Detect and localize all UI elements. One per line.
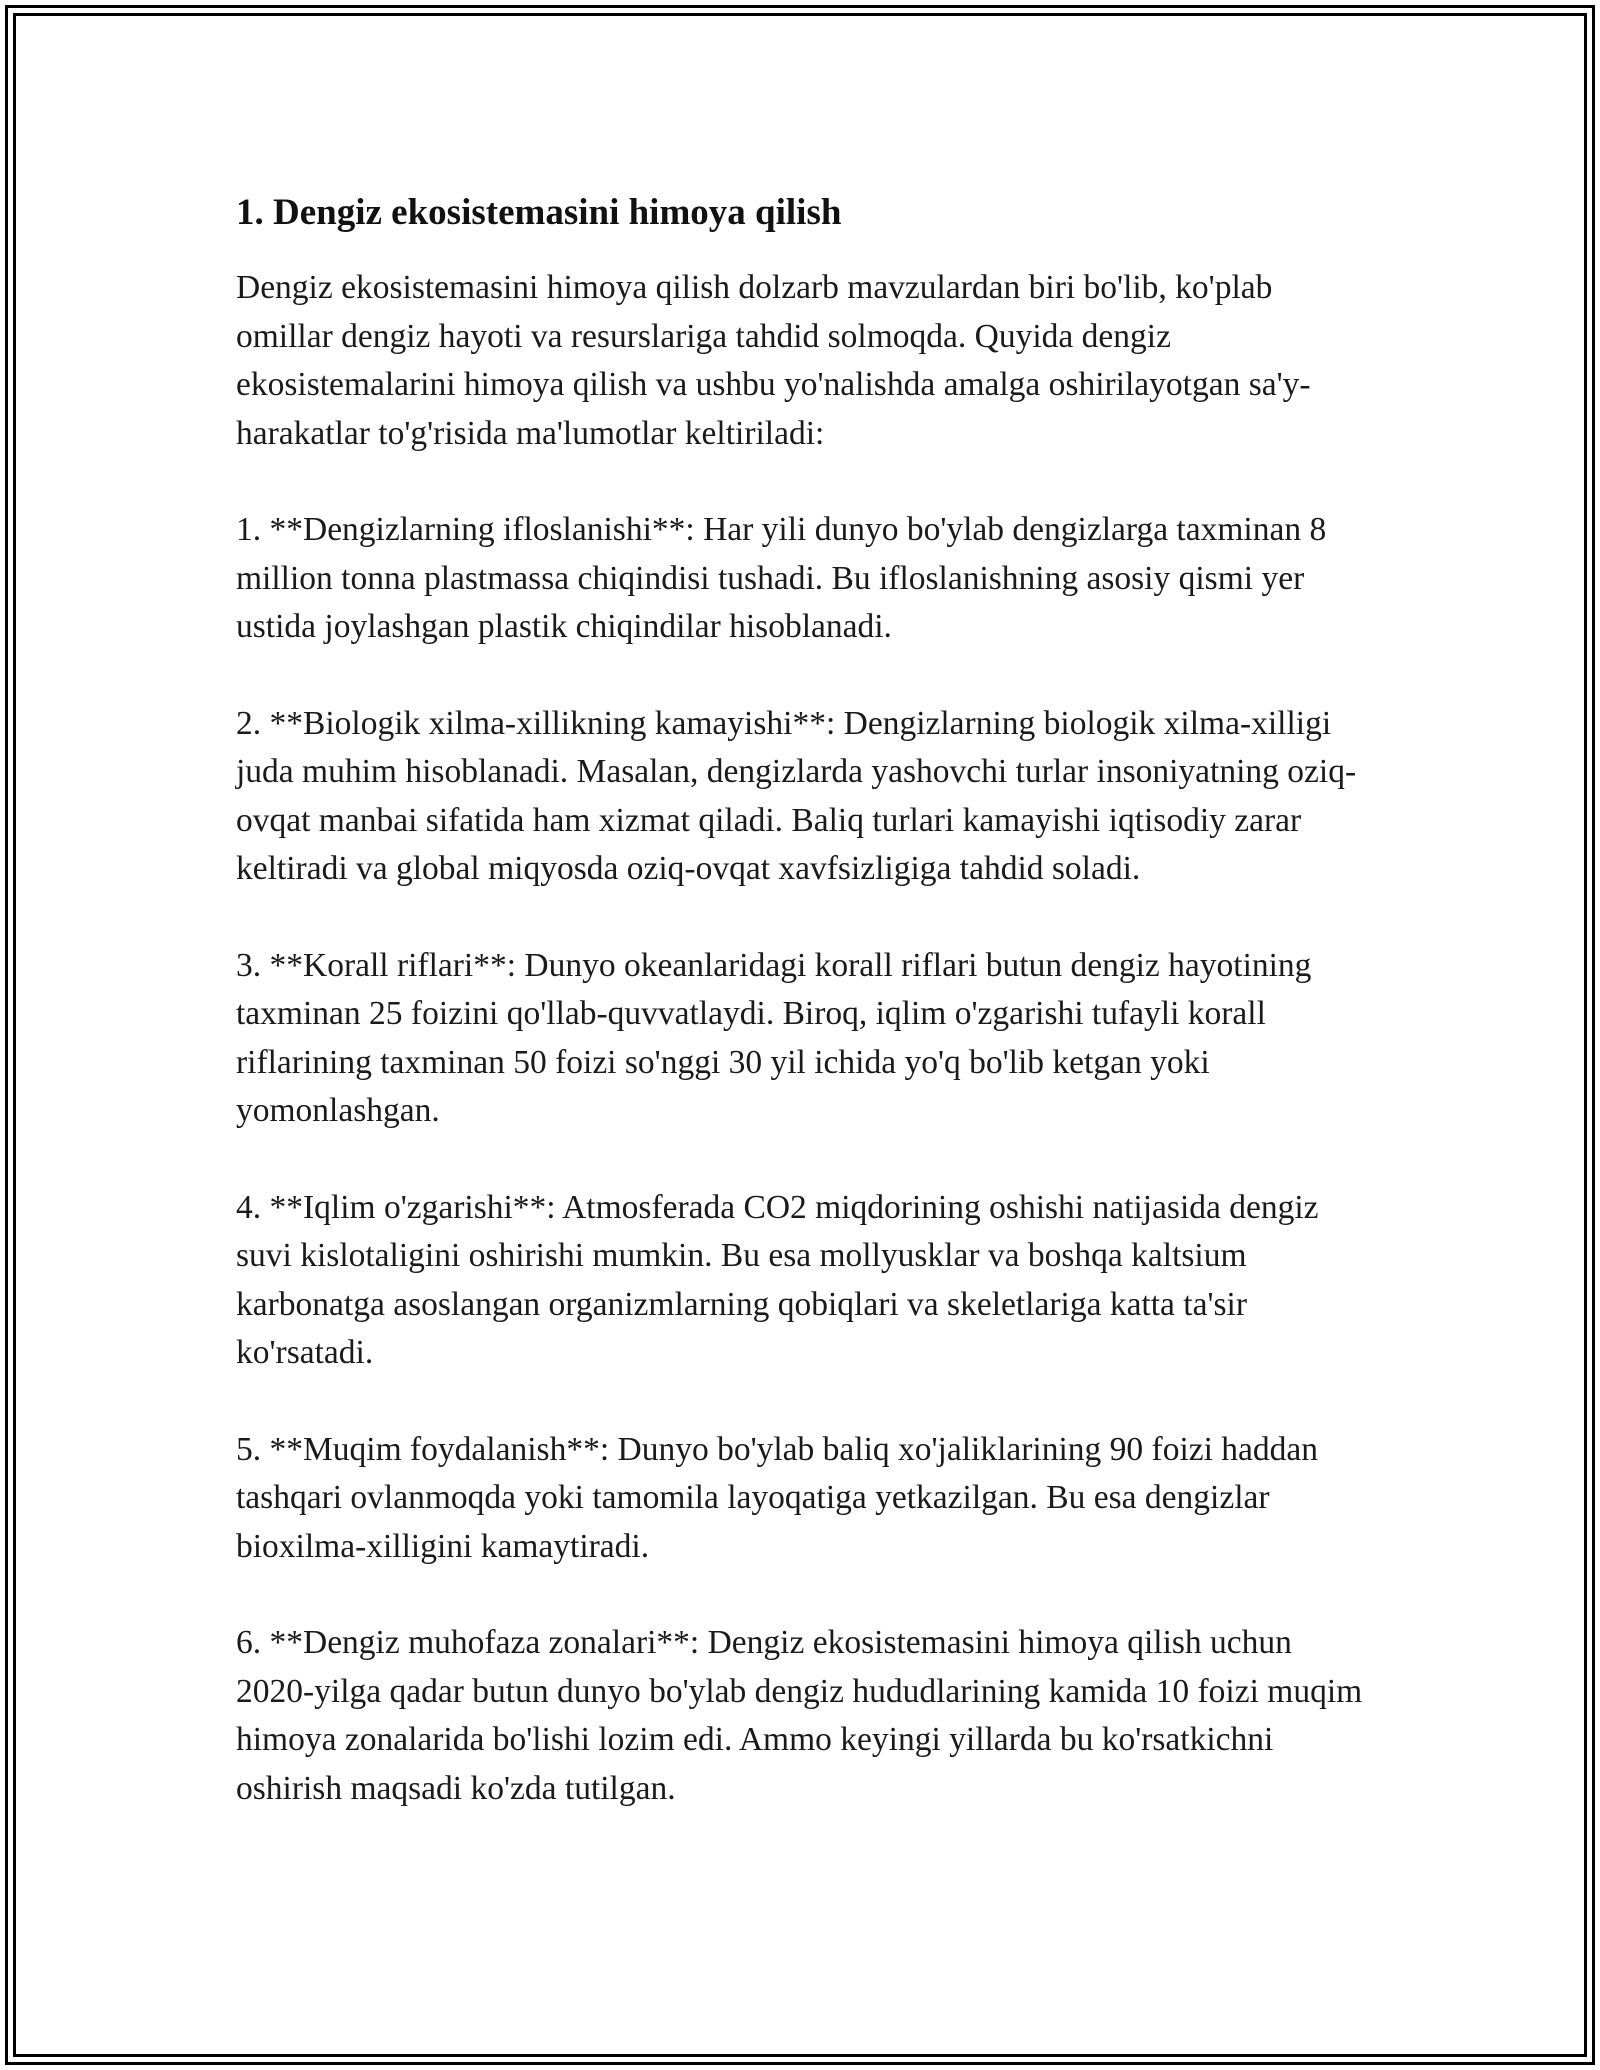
point-paragraph-1: 1. **Dengizlarning ifloslanishi**: Har yili dunyo bo'ylab dengizlarga taxminan 8 million tonna plastmassa chiqindisi tushadi. Bu ifloslanishning asosiy qismi yer ustida joylashgan plastik chiqindilar hisoblanadi. [236, 511, 1327, 645]
document-title: 1. Dengiz ekosistemasini himoya qilish [236, 192, 842, 233]
intro-paragraph: Dengiz ekosistemasini himoya qilish dolzarb mavzulardan biri bo'lib, ko'plab omillar dengiz hayoti va resurslariga tahdid solmoqda. Quyida dengiz ekosistemalarini himoya qilish va ushbu yo'nalishda amalga oshirilayotgan sa'y-harakatlar to'g'risida ma'lumotlar keltiriladi: [236, 269, 1311, 452]
point-paragraph-5: 5. **Muqim foydalanish**: Dunyo bo'ylab baliq xo'jaliklarining 90 foizi haddan tashqari ovlanmoqda yoki tamomila layoqatiga yetkazilgan. Bu esa dengizlar bioxilma-xilligini kamaytiradi. [236, 1430, 1319, 1565]
point-paragraph-4: 4. **Iqlim o'zgarishi**: Atmosferada CO2 miqdorining oshishi natijasida dengiz suvi kislotaligini oshirishi mumkin. Bu esa mollyusklar va boshqa kaltsium karbonatga asoslangan organizmlarning qobiqlari va skeletlariga katta ta'sir ko'rsatadi. [236, 1188, 1319, 1371]
point-paragraph-6: 6. **Dengiz muhofaza zonalari**: Dengiz ekosistemasini himoya qilish uchun 2020-yilga qadar butun dunyo bo'ylab dengiz hududlarining kamida 10 foizi muqim himoya zonalarida bo'lishi lozim edi. Ammo keyingi yillarda bu ko'rsatkichni oshirish maqsadi ko'zda tutilgan. [236, 1624, 1363, 1807]
point-paragraph-2: 2. **Biologik xilma-xillikning kamayishi**: Dengizlarning biologik xilma-xilligi juda muhim hisoblanadi. Masalan, dengizlarda yashovchi turlar insoniyatning oziq-ovqat manbai sifatida ham xizmat qiladi. Baliq turlari kamayishi iqtisodiy zarar keltiradi va global miqyosda oziq-ovqat xavfsizligiga tahdid soladi. [236, 704, 1357, 887]
document-body [236, 184, 1376, 1813]
point-paragraph-3: 3. **Korall riflari**: Dunyo okeanlaridagi korall riflari butun dengiz hayotining taxminan 25 foizini qo'llab-quvvatlaydi. Biroq, iqlim o'zgarishi tufayli korall riflarining taxminan 50 foizi so'nggi 30 yil ichida yo'q bo'lib ketgan yoki yomonlashgan. [236, 946, 1312, 1129]
